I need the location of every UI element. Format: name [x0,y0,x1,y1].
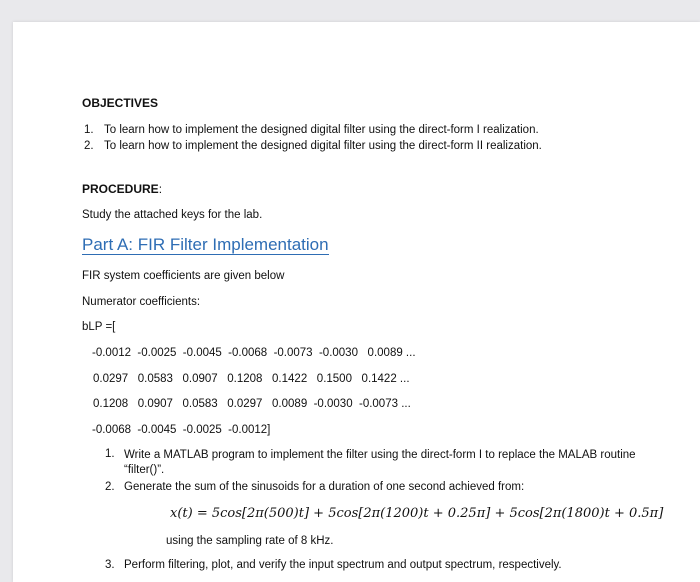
procedure-colon: : [158,182,163,196]
step-number: 1. [105,448,115,460]
objective-number: 2. [84,140,94,152]
numerator-label: Numerator coefficients: [82,296,201,308]
step-text: Generate the sum of the sinusoids for a duration of one second achieved from: [124,481,525,493]
step-text: Write a MATLAB program to implement the filter using the direct-form I to replace the MALAB routine “filter()”. [124,449,636,476]
step-text: Perform filtering, plot, and verify the input spectrum and output spectrum, respectively. [124,559,562,571]
blp-label: bLP =[ [82,321,116,333]
coefficient-row: 0.1208 0.0907 0.0583 0.0297 0.0089 -0.0030 -0.0073 ... [93,398,411,410]
sampling-rate-text: using the sampling rate of 8 kHz. [166,535,334,547]
procedure-text: Study the attached keys for the lab. [82,209,263,221]
objective-text: To learn how to implement the designed digital filter using the direct-form I realization. [104,124,539,136]
objective-number: 1. [84,124,94,136]
step-number: 3. [105,559,115,571]
procedure-heading: PROCEDURE [82,182,159,196]
coefficient-row: -0.0012 -0.0025 -0.0045 -0.0068 -0.0073 -0.0030 0.0089 ... [92,347,416,359]
coefficient-row: 0.0297 0.0583 0.0907 0.1208 0.1422 0.1500 0.1422 ... [93,373,410,385]
fir-intro: FIR system coefficients are given below [82,270,285,282]
step-number: 2. [105,481,115,493]
procedure-heading-line [82,182,162,196]
objective-text: To learn how to implement the designed digital filter using the direct-form II realization. [104,140,542,152]
coefficient-row: -0.0068 -0.0045 -0.0025 -0.0012] [92,424,271,436]
objectives-heading: OBJECTIVES [82,96,159,110]
part-a-title: Part A: FIR Filter Implementation [82,235,329,254]
signal-equation: x(t) = 5cos[2π(500)t] + 5cos[2π(1200)t + 0.25π] + 5cos[2π(1800)t + 0.5π] [170,506,664,521]
